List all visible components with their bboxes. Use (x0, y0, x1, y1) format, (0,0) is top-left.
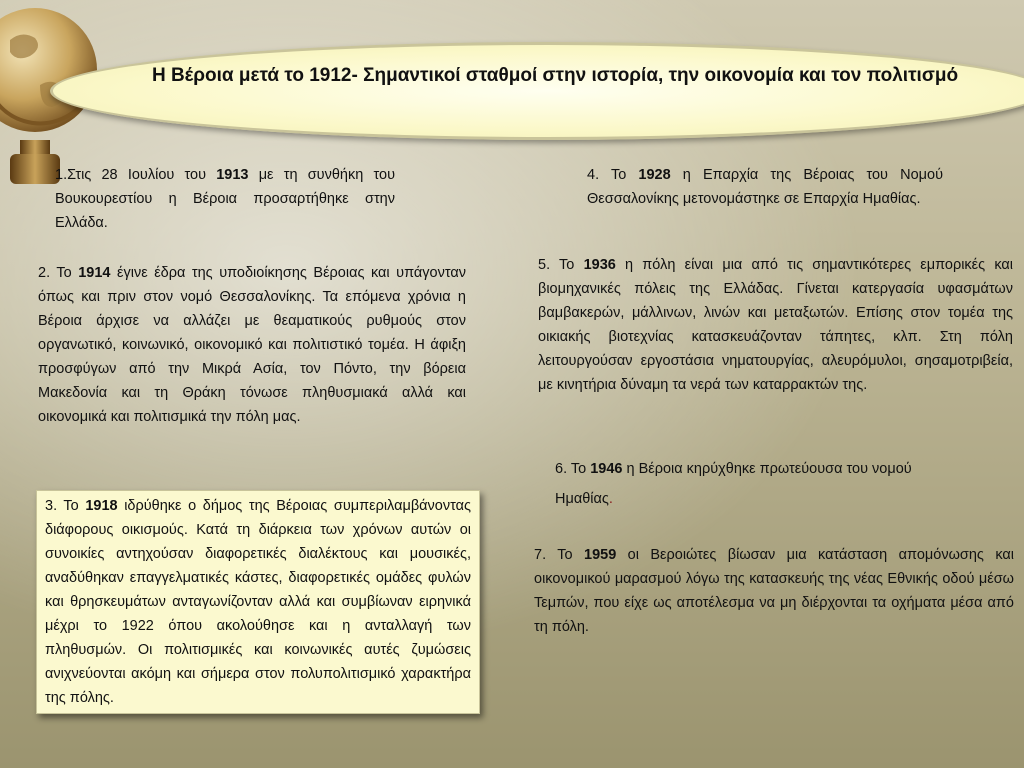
event-1946 (555, 454, 940, 514)
event-text: η πόλη είναι μια από τις σημαντικότερες εμπορικές και βιομηχανικές πόλεις της Ελλάδας. Γίνεται κατεργασία υφασμάτων βαμβακερών, μάλλινων, λινών και μεταξωτών. Επίσης στον τομέα της οικιακής βιοτεχνίας κατασκευάζονταν τάπητες, κλπ. Στη πόλη λειτουργούσαν εργοστάσια νηματουργίας, αλευρόμυλοι, σησαμοτριβεία, με κινητήρια δύναμη τα νερά των καταρρακτών της. (538, 257, 1013, 393)
event-1914 (38, 261, 466, 429)
event-1918-highlight-box (36, 490, 480, 714)
event-text: 3. Το (45, 498, 86, 514)
event-year: 1936 (583, 257, 616, 273)
event-1913 (55, 163, 395, 235)
event-year: 1918 (85, 498, 118, 514)
event-text: έγινε έδρα της υποδιοίκησης Βέροιας και υπάγονταν όπως και πριν στον νομό Θεσσαλονίκης. Τα επόμενα χρόνια η Βέροια άρχισε να αλλάζει με θεαματικούς ρυθμούς στον οργανωτικό, κοινωνικό, οικονομικό και πολιτιστικό τομέα. Η άφιξη προσφύγων από την Μικρά Ασία, τον Πόντο, την βόρεια Μακεδονία και τη Θράκη τόνωσε πληθυσμιακά αλλά και οικονομικά και πολιτισμικά την πόλη μας. (38, 265, 467, 425)
event-text: οι Βεροιώτες βίωσαν μια κατάσταση απομόνωσης και οικονομικού μαρασμού λόγω της κατασκευής της νέας Εθνικής οδού μέσω Τεμπών, που είχε ως αποτέλεσμα να μη διέρχονται τα οχήματα μέσα από τη πόλη. (534, 547, 1014, 635)
event-year: 1913 (216, 167, 249, 183)
event-year: 1928 (638, 167, 671, 183)
event-1928 (587, 163, 943, 211)
event-text: η Βέροια κηρύχθηκε πρωτεύουσα του νομού Ημαθίας (555, 461, 912, 507)
event-year: 1914 (78, 265, 111, 281)
event-text: 5. Το (538, 257, 584, 273)
event-1959 (534, 543, 1014, 639)
event-text: η Επαρχία της Βέροιας του Νομού Θεσσαλονίκης μετονομάστηκε σε Επαρχία Ημαθίας. (587, 167, 943, 207)
page-title: Η Βέροια μετά το 1912- Σημαντικοί σταθμοί στην ιστορία, την οικονομία και τον πολιτισμό (151, 65, 959, 86)
event-text: 2. Το (38, 265, 79, 281)
event-text: 7. Το (534, 547, 584, 563)
title-banner (50, 42, 1024, 140)
event-text: με τη συνθήκη του Βουκουρεστίου η Βέροια προσαρτήθηκε στην Ελλάδα. (55, 167, 395, 231)
trailing-dot: . (608, 491, 613, 507)
event-year: 1946 (590, 461, 623, 477)
event-year: 1959 (584, 547, 617, 563)
event-1936 (538, 253, 1013, 397)
event-text: 4. Το (587, 167, 639, 183)
event-text: 6. Το (555, 461, 591, 477)
event-text: 1.Στις 28 Ιουλίου του (55, 167, 217, 183)
event-text: ιδρύθηκε ο δήμος της Βέροιας συμπεριλαμβάνοντας διάφορους οικισμούς. Κατά τη διάρκεια των χρόνων αυτών οι συνοικίες αντηχούσαν διαφορετικές διαλέκτους και μουσικές, αναδύθηκαν επαγγελματικές κάστες, διαφορετικές ομάδες φυλών και θρησκευμάτων ανταγωνίζονταν αλλά και συμβίωναν ειρηνικά μέχρι το 1922 όπου ακολούθησε και η ανταλλαγή των πληθυσμών. Οι πολιτισμικές και κοινωνικές αυτές ζυμώσεις ανιχνεύονται ακόμη και σήμερα στον πολυπολιτισμικό χαρακτήρα της πόλης. (45, 498, 472, 706)
